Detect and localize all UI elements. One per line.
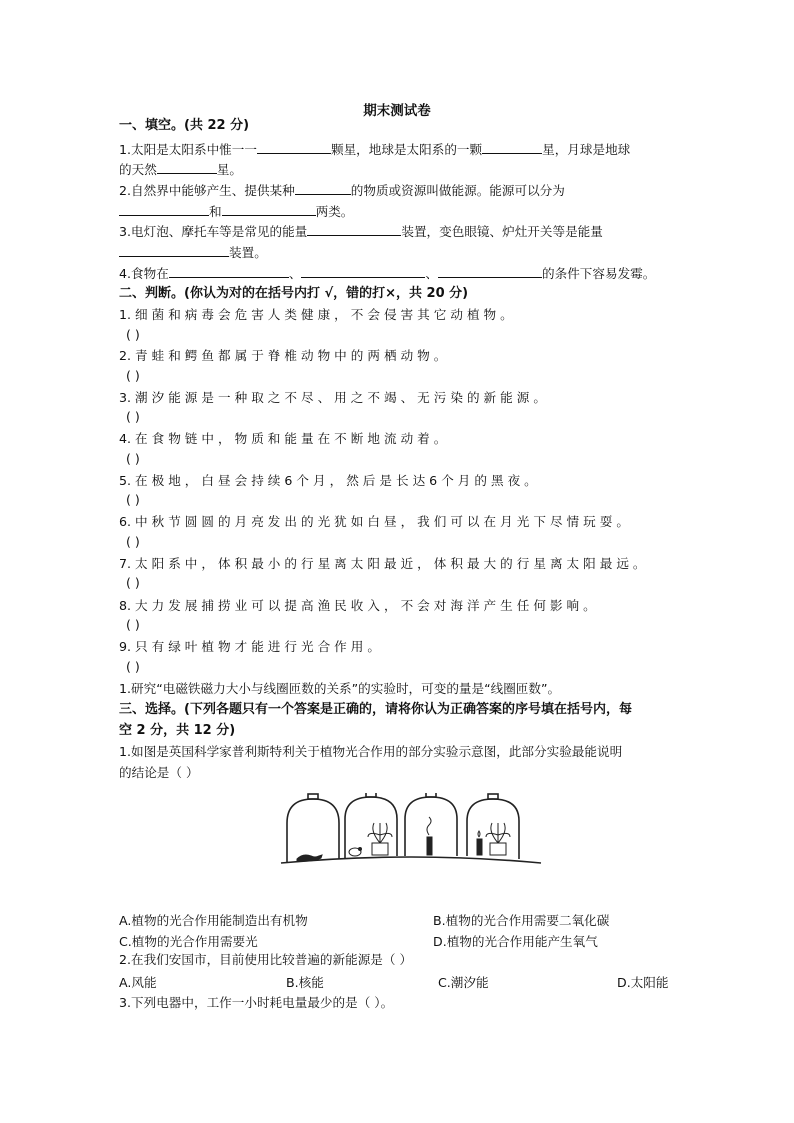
fill-q3-line1	[119, 222, 679, 241]
judge-item-6: 6. 中 秋 节 圆 圆 的 月 亮 发 出 的 光 犹 如 白 昼 ， 我 们 可 以 在 月 光 下 尽 情 玩 耍 。	[119, 514, 629, 529]
choice-q3-text: 3.下列电器中，工作一小时耗电量最少的是（ ）。	[119, 995, 394, 1010]
page-title: 期末测试卷	[363, 103, 431, 119]
blank[interactable]	[438, 264, 542, 278]
fill-q2-text-c: 和	[209, 204, 222, 219]
judge-item-extra: 1.研究“电磁铁磁力大小与线圈匝数的关系”的实验时，可变的量是“线圈匝数”。	[119, 681, 561, 696]
judge-item-9: 9. 只 有 绿 叶 植 物 才 能 进 行 光 合 作 用 。	[119, 639, 380, 654]
section3-heading-a: 三、选择。(下列各题只有一个答案是正确的，请将你认为正确答案的序号填在括号内，每	[119, 702, 632, 717]
judge-item-2: 2. 青 蛙 和 鳄 鱼 都 属 于 脊 椎 动 物 中 的 两 栖 动 物 。	[119, 348, 447, 363]
choice-q2-option-d[interactable]: D.太阳能	[617, 975, 669, 990]
bell-jar-experiment-figure	[275, 793, 547, 878]
fill-q1-text-a: 1.太阳是太阳系中惟一一	[119, 142, 257, 157]
fill-q2-line1	[119, 181, 679, 200]
fill-q3-text-b: 装置，变色眼镜、炉灶开关等是能量	[401, 224, 603, 239]
blank[interactable]	[119, 202, 209, 216]
judge-item-1: 1. 细 菌 和 病 毒 会 危 害 人 类 健 康 ， 不 会 侵 害 其 它 动 植 物 。	[119, 307, 513, 322]
choice-q2-option-b[interactable]: B.核能	[286, 975, 324, 990]
section1-heading: 一、填空。(共 22 分)	[119, 118, 250, 133]
judge-item-7: 7. 太 阳 系 中 ， 体 积 最 小 的 行 星 离 太 阳 最 近 ， 体 积 最 大 的 行 星 离 太 阳 最 远 。	[119, 556, 646, 571]
judge-item-8: 8. 大 力 发 展 捕 捞 业 可 以 提 高 渔 民 收 入 ， 不 会 对 海 洋 产 生 任 何 影 响 。	[119, 598, 596, 613]
fill-q3-text-c: 装置。	[229, 245, 267, 260]
fill-q2-text-d: 两类。	[315, 204, 354, 219]
answer-paren[interactable]: ( )	[126, 451, 140, 466]
choice-q2-option-a[interactable]: A.风能	[119, 975, 157, 990]
section2-heading: 二、判断。(你认为对的在括号内打 √，错的打×，共 20 分)	[119, 286, 469, 301]
choice-q1-text-a: 1.如图是英国科学家普利斯特利关于植物光合作用的部分实验示意图，此部分实验最能说明	[119, 744, 623, 759]
blank[interactable]	[301, 264, 425, 278]
judge-item-4: 4. 在 食 物 链 中 ， 物 质 和 能 量 在 不 断 地 流 动 着 。	[119, 431, 447, 446]
fill-q2-line2	[119, 202, 679, 221]
answer-paren[interactable]: ( )	[126, 492, 140, 507]
blank[interactable]	[169, 264, 289, 278]
fill-q4-text-d: 的条件下容易发霉。	[542, 266, 656, 281]
blank[interactable]	[157, 160, 217, 174]
choice-q1-text-b: 的结论是（ ）	[119, 765, 199, 780]
fill-q3-line2	[119, 243, 679, 262]
fill-q3-text-a: 3.电灯泡、摩托车等是常见的能量	[119, 224, 308, 239]
answer-paren[interactable]: ( )	[126, 617, 140, 632]
fill-q4-text-c: 、	[425, 266, 438, 281]
section3-heading-b: 空 2 分，共 12 分)	[119, 723, 236, 738]
answer-paren[interactable]: ( )	[126, 575, 140, 590]
fill-q4-text-a: 4.食物在	[119, 266, 169, 281]
answer-paren[interactable]: ( )	[126, 409, 140, 424]
fill-q1-text-c: 星，月球是地球	[542, 142, 631, 157]
choice-q1-option-d[interactable]: D.植物的光合作用能产生氧气	[433, 934, 598, 949]
blank[interactable]	[307, 222, 401, 236]
answer-paren[interactable]: ( )	[126, 659, 140, 674]
blank[interactable]	[295, 181, 351, 195]
fill-q1-text-e: 星。	[216, 162, 242, 177]
choice-q1-option-c[interactable]: C.植物的光合作用需要光	[119, 934, 258, 949]
choice-q2-option-c[interactable]: C.潮汐能	[438, 975, 489, 990]
fill-q1-line1	[119, 140, 679, 159]
fill-q1-text-b: 颗星，地球是太阳系的一颗	[330, 142, 483, 157]
fill-q4	[119, 264, 679, 283]
choice-q2-text: 2.在我们安国市，目前使用比较普遍的新能源是（ ）	[119, 952, 413, 967]
fill-q4-text-b: 、	[288, 266, 302, 281]
answer-paren[interactable]: ( )	[126, 534, 140, 549]
judge-item-5: 5. 在 极 地 ， 白 昼 会 持 续 6 个 月 ， 然 后 是 长 达 6 个 月 的 黑 夜 。	[119, 473, 537, 488]
blank[interactable]	[257, 140, 331, 154]
choice-q1-option-a[interactable]: A.植物的光合作用能制造出有机物	[119, 913, 308, 928]
fill-q1-text-d: 的天然	[119, 162, 157, 177]
blank[interactable]	[482, 140, 542, 154]
blank[interactable]	[119, 243, 229, 257]
answer-paren[interactable]: ( )	[126, 368, 140, 383]
blank[interactable]	[222, 202, 316, 216]
fill-q1-line2	[119, 160, 679, 179]
answer-paren[interactable]: ( )	[126, 327, 140, 342]
fill-q2-text-a: 2.自然界中能够产生、提供某种	[119, 183, 295, 198]
fill-q2-text-b: 的物质或资源叫做能源。能源可以分为	[350, 183, 565, 198]
judge-item-3: 3. 潮 汐 能 源 是 一 种 取 之 不 尽 、 用 之 不 竭 、 无 污 染 的 新 能 源 。	[119, 390, 546, 405]
choice-q1-option-b[interactable]: B.植物的光合作用需要二氧化碳	[433, 913, 610, 928]
